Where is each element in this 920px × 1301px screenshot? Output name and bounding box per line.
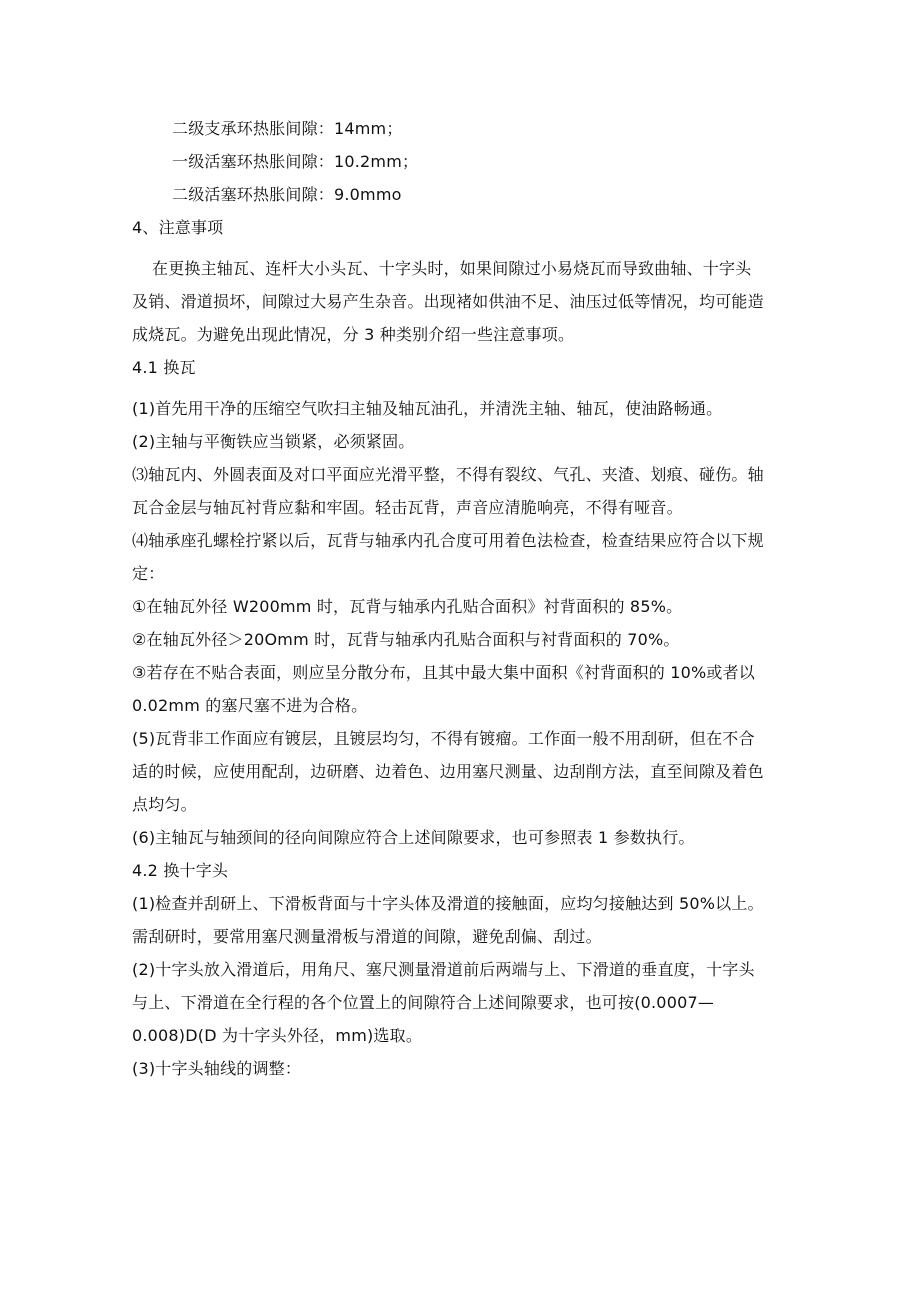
paragraph-line: 在更换主轴瓦、连杆大小头瓦、十字头时，如果间隙过小易烧瓦而导致曲轴、十字头: [152, 259, 752, 278]
list-item: (2)主轴与平衡铁应当锁紧，必须紧固。: [132, 432, 415, 451]
list-item-continued: 与上、下滑道在全行程的各个位置上的间隙符合上述间隙要求，也可按(0.0007—: [132, 993, 715, 1012]
list-item-continued: 适的时候，应使用配刮，边研磨、边着色、边用塞尺测量、边刮削方法，直至间隙及着色: [132, 762, 764, 781]
sub-list-item: ①在轴瓦外径 W200mm 时，瓦背与轴承内孔贴合面积》衬背面积的 85%。: [132, 597, 683, 616]
list-item: (6)主轴瓦与轴颈间的径向间隙应符合上述间隙要求，也可参照表 1 参数执行。: [132, 828, 695, 847]
text-line: 二级支承环热胀间隙：14mm；: [172, 119, 403, 138]
list-item: (5)瓦背非工作面应有镀层，且镀层均匀，不得有镀瘤。工作面一般不用刮研，但在不合: [132, 729, 755, 748]
sub-list-item-continued: 0.02mm 的塞尺塞不进为合格。: [132, 696, 368, 715]
subsection-heading: 4.1 换瓦: [132, 358, 196, 377]
list-item: ⑶轴瓦内、外圆表面及对口平面应光滑平整，不得有裂纹、气孔、夹渣、划痕、碰伤。轴: [132, 465, 764, 484]
document-body: [132, 112, 800, 1085]
list-item-continued: 点均匀。: [132, 795, 197, 814]
paragraph-line: 成烧瓦。为避免出现此情况，分 3 种类别介绍一些注意事项。: [132, 325, 575, 344]
list-item-continued: 需刮研时，要常用塞尺测量滑板与滑道的间隙，避免刮偏、刮过。: [132, 927, 602, 946]
subsection-heading: 4.2 换十字头: [132, 861, 229, 880]
list-item: (1)首先用干净的压缩空气吹扫主轴及轴瓦油孔，并清洗主轴、轴瓦，使油路畅通。: [132, 399, 723, 418]
text-line: 一级活塞环热胀间隙：10.2mm；: [172, 152, 419, 171]
section-heading: 4、注意事项: [132, 218, 224, 237]
paragraph-line: 及销、滑道损坏，间隙过大易产生杂音。出现褚如供油不足、油压过低等情况，均可能造: [132, 292, 764, 311]
list-item-continued: 0.008)D(D 为十字头外径，mm)选取。: [132, 1026, 423, 1045]
list-item: (2)十字头放入滑道后，用角尺、塞尺测量滑道前后两端与上、下滑道的垂直度，十字头: [132, 960, 755, 979]
text-line: 二级活塞环热胀间隙：9.0mmo: [172, 185, 402, 204]
sub-list-item: ②在轴瓦外径＞20Omm 时，瓦背与轴承内孔贴合面积与衬背面积的 70%。: [132, 630, 680, 649]
list-item-continued: 定：: [132, 564, 165, 583]
list-item: (1)检查并刮研上、下滑板背面与十字头体及滑道的接触面，应均匀接触达到 50%以上。: [132, 894, 764, 913]
list-item: (3)十字头轴线的调整：: [132, 1059, 302, 1078]
list-item: ⑷轴承座孔螺栓拧紧以后，瓦背与轴承内孔合度可用着色法检查，检查结果应符合以下规: [132, 531, 764, 550]
sub-list-item: ③若存在不贴合表面，则应呈分散分布，且其中最大集中面积《衬背面积的 10%或者以: [132, 663, 755, 682]
list-item-continued: 瓦合金层与轴瓦衬背应黏和牢固。轻击瓦背，声音应清脆响亮，不得有哑音。: [132, 498, 683, 517]
